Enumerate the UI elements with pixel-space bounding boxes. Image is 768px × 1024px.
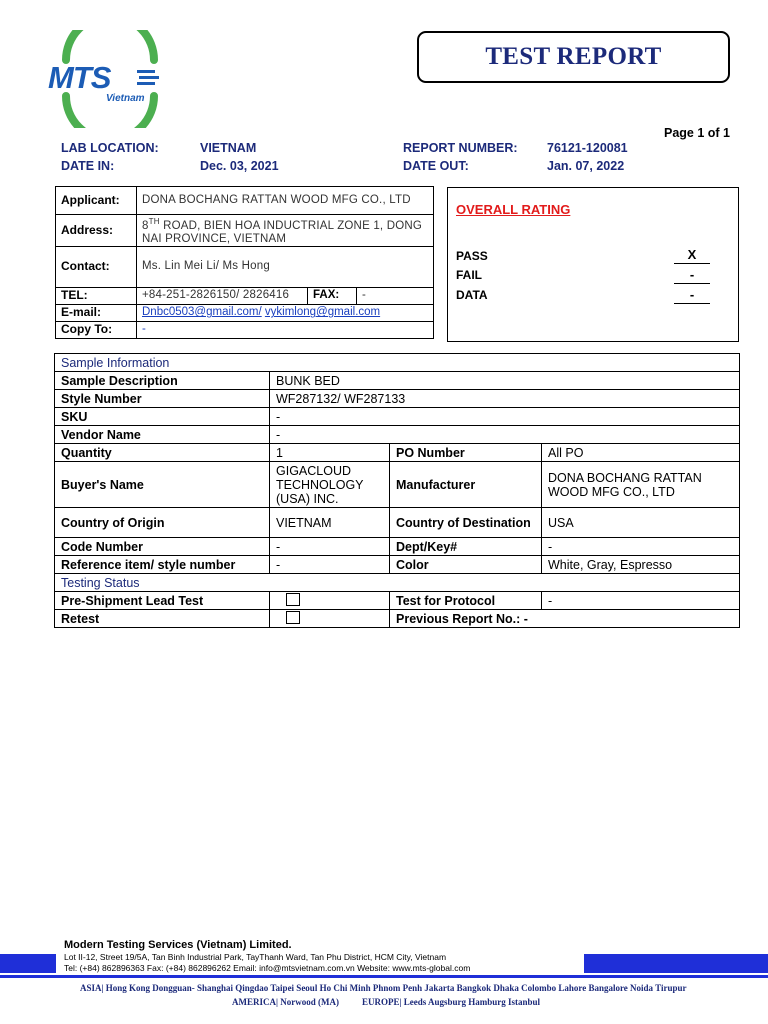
table-row — [55, 462, 740, 508]
color-label: Color — [390, 556, 542, 574]
address-label: Address: — [56, 215, 137, 247]
footer-band-right — [584, 954, 768, 973]
email-label: E-mail: — [56, 304, 137, 321]
testing-section-row — [55, 574, 740, 592]
email-value — [137, 304, 434, 321]
pre-shipment-label: Pre-Shipment Lead Test — [55, 592, 270, 610]
po-number-value: All PO — [542, 444, 740, 462]
vendor-name-label: Vendor Name — [55, 426, 270, 444]
applicant-label: Applicant: — [56, 187, 137, 215]
report-title: TEST REPORT — [485, 43, 662, 70]
email-link-1[interactable]: Dnbc0503@gmail.com/ — [142, 306, 262, 319]
sku-label: SKU — [55, 408, 270, 426]
country-destination-label: Country of Destination — [390, 508, 542, 538]
pass-label: PASS — [456, 249, 488, 263]
table-row — [55, 390, 740, 408]
footer-company: Modern Testing Services (Vietnam) Limited. — [64, 939, 292, 951]
address-row — [56, 215, 434, 247]
email-row — [56, 304, 434, 321]
contact-row — [56, 246, 434, 287]
applicant-value: DONA BOCHANG RATTAN WOOD MFG CO., LTD — [137, 187, 434, 215]
copy-to-value: - — [137, 321, 434, 338]
footer-contact-line: Tel: (+84) 862896363 Fax: (+84) 862896262 Email: info@mtsvietnam.com.vn Website: www.mts-global.com — [64, 963, 471, 973]
code-number-label: Code Number — [55, 538, 270, 556]
manufacturer-value: DONA BOCHANG RATTAN WOOD MFG CO., LTD — [542, 462, 740, 508]
reference-label: Reference item/ style number — [55, 556, 270, 574]
date-in-label: DATE IN: — [61, 159, 115, 173]
po-number-label: PO Number — [390, 444, 542, 462]
buyers-name-value: GIGACLOUD TECHNOLOGY (USA) INC. — [270, 462, 390, 508]
style-number-label: Style Number — [55, 390, 270, 408]
footer-america-cities: AMERICA| Norwood (MA) — [232, 997, 339, 1007]
report-number-label: REPORT NUMBER: — [403, 141, 518, 155]
color-value: White, Gray, Espresso — [542, 556, 740, 574]
pass-value: X — [674, 247, 710, 264]
table-row — [55, 592, 740, 610]
address-value: 8TH ROAD, BIEN HOA INDUCTRIAL ZONE 1, DONG NAI PROVINCE, VIETNAM — [137, 215, 434, 247]
overall-rating-box — [447, 187, 739, 342]
date-out-value: Jan. 07, 2022 — [547, 159, 625, 173]
tel-row — [56, 287, 434, 304]
retest-cell — [270, 610, 390, 628]
logo-text: MTS — [48, 60, 111, 95]
style-number-value: WF287132/ WF287133 — [270, 390, 740, 408]
overall-rating-title: OVERALL RATING — [456, 202, 571, 217]
email-link-2[interactable]: vykimlong@gmail.com — [264, 306, 381, 319]
table-row — [55, 444, 740, 462]
dept-key-value: - — [542, 538, 740, 556]
sample-info-table — [54, 353, 740, 628]
testing-status-title: Testing Status — [55, 574, 740, 592]
sample-description-value: BUNK BED — [270, 372, 740, 390]
table-row — [55, 556, 740, 574]
sku-value: - — [270, 408, 740, 426]
fail-label: FAIL — [456, 268, 482, 282]
footer-europe-cities: EUROPE| Leeds Augsburg Hamburg Istanbul — [362, 997, 541, 1007]
tel-label: TEL: — [56, 287, 137, 304]
previous-report-label: Previous Report No.: - — [390, 610, 740, 628]
report-number-value: 76121-120081 — [547, 141, 628, 155]
dept-key-label: Dept/Key# — [390, 538, 542, 556]
fail-value: - — [674, 267, 710, 284]
manufacturer-label: Manufacturer — [390, 462, 542, 508]
table-row — [55, 426, 740, 444]
page-number: Page 1 of 1 — [664, 126, 730, 140]
footer-address — [64, 952, 470, 974]
lab-location-value: VIETNAM — [200, 141, 257, 155]
buyers-name-label: Buyer's Name — [55, 462, 270, 508]
test-protocol-value: - — [542, 592, 740, 610]
quantity-label: Quantity — [55, 444, 270, 462]
country-destination-value: USA — [542, 508, 740, 538]
test-protocol-label: Test for Protocol — [390, 592, 542, 610]
table-row — [55, 538, 740, 556]
date-out-label: DATE OUT: — [403, 159, 469, 173]
table-row — [55, 372, 740, 390]
sample-info-title: Sample Information — [55, 354, 740, 372]
logo-subtext: Vietnam — [106, 93, 145, 104]
data-value: - — [674, 287, 710, 304]
fax-label: FAX: — [308, 287, 357, 304]
pre-shipment-checkbox[interactable] — [286, 593, 300, 606]
contact-label: Contact: — [56, 246, 137, 287]
footer-address-line: Lot II-12, Street 19/5A, Tan Binh Industrial Park, TayThanh Ward, Tan Phu District, HCM City, Vietnam — [64, 952, 447, 962]
copy-to-row — [56, 321, 434, 338]
table-row — [55, 408, 740, 426]
footer-band-left — [0, 954, 56, 973]
copy-to-label: Copy To: — [56, 321, 137, 338]
applicant-table — [55, 186, 434, 339]
contact-value: Ms. Lin Mei Li/ Ms Hong — [137, 246, 434, 287]
sample-description-label: Sample Description — [55, 372, 270, 390]
reference-value: - — [270, 556, 390, 574]
footer-asia-cities: ASIA| Hong Kong Dongguan- Shanghai Qingdao Taipei Seoul Ho Chi Minh Phnom Penh Jakarta Bangkok Dhaka Colombo Lahore Bangalore Noida Tirupur — [80, 983, 687, 993]
fax-value: - — [357, 287, 434, 304]
retest-checkbox[interactable] — [286, 611, 300, 624]
data-label: DATA — [456, 288, 488, 302]
country-origin-label: Country of Origin — [55, 508, 270, 538]
lab-location-label: LAB LOCATION: — [61, 141, 159, 155]
tel-value: +84-251-2826150/ 2826416 — [137, 287, 308, 304]
quantity-value: 1 — [270, 444, 390, 462]
code-number-value: - — [270, 538, 390, 556]
vendor-name-value: - — [270, 426, 740, 444]
table-row — [55, 508, 740, 538]
title-box — [417, 31, 730, 83]
retest-label: Retest — [55, 610, 270, 628]
footer-divider — [0, 975, 768, 978]
applicant-row — [56, 187, 434, 215]
mts-logo — [44, 30, 172, 128]
country-origin-value: VIETNAM — [270, 508, 390, 538]
table-row — [55, 610, 740, 628]
sample-section-row — [55, 354, 740, 372]
date-in-value: Dec. 03, 2021 — [200, 159, 279, 173]
pre-shipment-cell — [270, 592, 390, 610]
